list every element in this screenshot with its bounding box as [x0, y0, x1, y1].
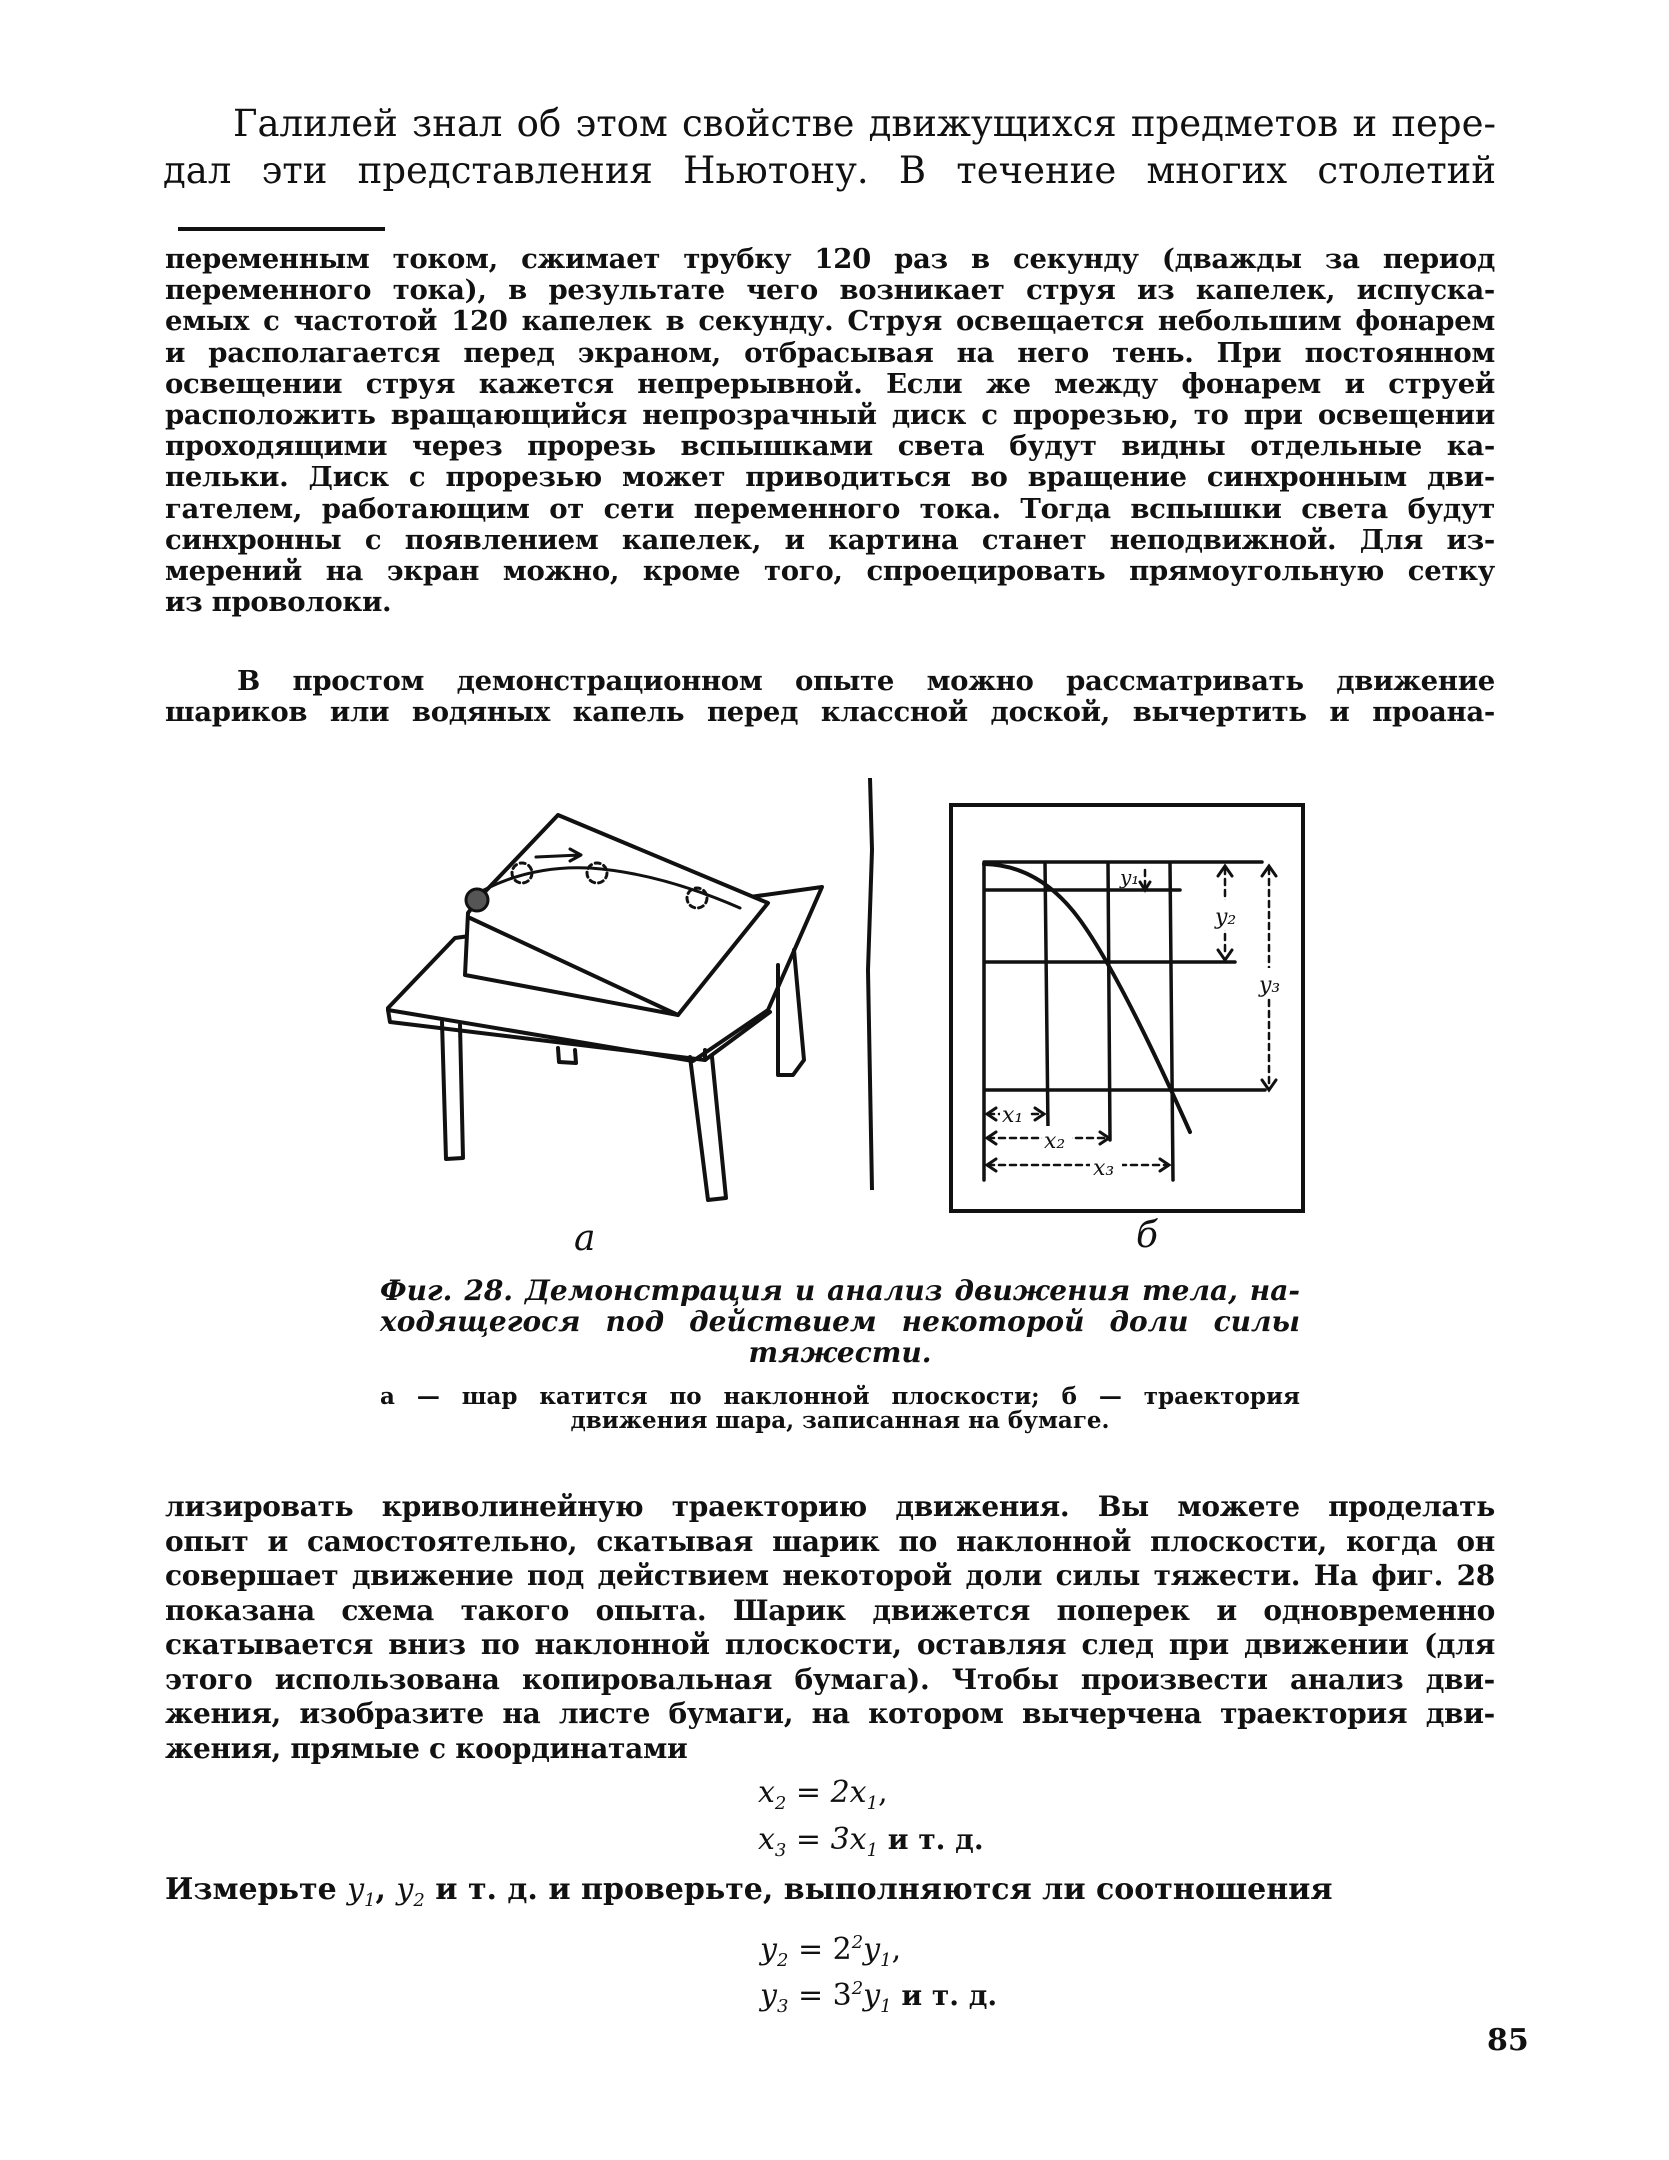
caption-line: движения шара, записанная на бумаге. — [570, 1407, 1110, 1434]
formula-tail: , — [878, 1775, 888, 1810]
formula-y3 — [760, 1978, 997, 2017]
continuation-paragraph — [165, 1490, 1495, 1766]
formula-tail: , — [891, 1932, 902, 1967]
text-line: совершает движение под действием некоторой доли силы тяжести. На фиг. 28 — [165, 1559, 1495, 1592]
figure-caption-title — [380, 1275, 1300, 1368]
text-line: дал эти представления Ньютону. В течение многих столетий — [163, 149, 1496, 192]
text-line: освещении струя кажется непрерывной. Если же между фонарем и струей — [165, 367, 1495, 400]
formula-var: x — [758, 1775, 775, 1810]
table-leg — [558, 1048, 576, 1063]
text-line: показана схема такого опыта. Шарик движется поперек и одновременно — [165, 1593, 1495, 1627]
formula-sup: 2 — [851, 1978, 864, 1999]
formula-x3 — [758, 1822, 984, 1861]
formula-sub: 1 — [866, 1840, 879, 1861]
text-line: емых с частотой 120 капелек в секунду. Струя освещается небольшим фонарем — [165, 305, 1495, 338]
text-line: гателем, работающим от сети переменного тока. Тогда вспышки света будут — [165, 492, 1495, 525]
ball — [466, 889, 488, 911]
text-line: Галилей знал об этом свойстве движущихся предметов и пере- — [233, 102, 1496, 145]
text-line: проходящими через прорезь вспышками света будут видны отдельные ка- — [165, 430, 1495, 463]
formula-sub: 2 — [774, 1793, 787, 1814]
equals-sign: = — [786, 1775, 831, 1810]
text-line: опыт и самостоятельно, скатывая шарик по наклонной плоскости, когда он — [165, 1524, 1495, 1558]
inclined-plane-illustration — [388, 815, 822, 1200]
formula-sub: 3 — [774, 1840, 787, 1861]
text-line: шариков или водяных капель перед классной доской, вычертить и проана- — [165, 696, 1495, 729]
figure-label-a: а — [574, 1218, 596, 1259]
label-x3: x₃ — [1093, 1156, 1115, 1181]
label-y3: y₃ — [1259, 973, 1281, 998]
text-line: переменным током, сжимает трубку 120 раз в секунду (дважды за период — [165, 243, 1495, 275]
formula-sub: 3 — [776, 1996, 789, 2017]
formula-tail: и т. д. — [891, 1979, 998, 2012]
page-number: 85 — [1487, 2023, 1529, 2058]
text-line: переменного тока), в результате чего возникает струя из капелек, испуска- — [165, 274, 1495, 307]
equals-sign: = — [786, 1822, 831, 1857]
footnote-paragraph-2 — [165, 666, 1495, 728]
text-line: лизировать криволинейную траекторию движения. Вы можете проделать — [165, 1490, 1495, 1523]
formula-sup: 2 — [851, 1932, 864, 1953]
text-line: синхронны с появлением капелек, и картина станет неподвижной. Для из- — [165, 523, 1495, 556]
formula-var: y — [396, 1872, 414, 1907]
formula-sub: 1 — [866, 1793, 879, 1814]
footnote-rule — [178, 227, 385, 231]
caption-line: тяжести. — [748, 1336, 932, 1369]
table-leg — [690, 1057, 726, 1200]
text-line: мерений на экран можно, кроме того, спроецировать прямоугольную сетку — [165, 555, 1495, 588]
caption-line: ходящегося под действием некоторой доли силы — [380, 1305, 1300, 1338]
formula-sub: 2 — [413, 1890, 425, 1911]
text-line: жения, прямые с координатами — [165, 1731, 688, 1765]
text-line: из проволоки. — [165, 586, 392, 619]
formula-sub: 1 — [880, 1996, 892, 2017]
table-leg — [442, 1022, 463, 1159]
measure-instruction — [165, 1872, 1333, 1911]
formula-var: y — [863, 1978, 881, 2013]
formula-tail: и т. д. — [878, 1823, 984, 1856]
caption-line: Фиг. 28. Демонстрация и анализ движения тела, на- — [380, 1274, 1300, 1307]
text-line: расположить вращающийся непрозрачный диск с прорезью, то при освещении — [165, 399, 1495, 432]
parabola-curve — [984, 864, 1190, 1132]
formula-var: 2x — [830, 1775, 867, 1810]
figure-caption-legend — [380, 1385, 1300, 1433]
text-line: скатывается вниз по наклонной плоскости, оставляя след при движении (для — [165, 1628, 1495, 1661]
caption-line: а — шар катится по наклонной плоскости; б — траектория — [380, 1383, 1300, 1410]
text-line: этого использована копировальная бумага). Чтобы произвести анализ дви- — [165, 1662, 1495, 1696]
equals-sign: = — [788, 1932, 833, 1967]
formula-var: y — [760, 1978, 777, 2013]
formula-y2 — [760, 1932, 901, 1971]
figure-divider — [868, 778, 872, 1190]
text-line: и располагается перед экраном, отбрасывая на него тень. При постоянном — [165, 336, 1495, 369]
formula-var: x — [758, 1822, 775, 1857]
equals-sign: = — [788, 1978, 833, 2013]
label-x1: x₁ — [1002, 1103, 1024, 1128]
label-x2: x₂ — [1044, 1129, 1066, 1154]
figure-28 — [360, 770, 1320, 1240]
label-y2: y₂ — [1215, 905, 1237, 930]
formula-sub: 2 — [776, 1950, 789, 1971]
formula-var: y — [863, 1932, 881, 1967]
formula-var: y — [347, 1872, 365, 1907]
footnote-paragraph-1 — [165, 244, 1495, 618]
formula-var: 3x — [830, 1822, 867, 1857]
formula-sub: 1 — [364, 1890, 376, 1911]
formula-x2 — [758, 1775, 888, 1814]
text-segment: , — [375, 1872, 397, 1907]
formula-var: y — [760, 1932, 777, 1967]
text-line: жения, изобразите на листе бумаги, на котором вычерчена траектория дви- — [165, 1697, 1495, 1730]
formula-coef: 3 — [832, 1978, 852, 2013]
top-paragraph — [163, 100, 1496, 194]
y-dimension-markers — [1145, 868, 1269, 1084]
text-line: В простом демонстрационном опыте можно рассматривать движение — [237, 665, 1495, 697]
y-arrowheads — [1140, 866, 1276, 1090]
text-segment: и т. д. и проверьте, выполняются ли соотношения — [424, 1872, 1333, 1907]
formula-sub: 1 — [880, 1950, 892, 1971]
text-line: пельки. Диск с прорезью может приводиться во вращение синхронным дви- — [165, 461, 1495, 494]
label-y1: y₁ — [1120, 865, 1140, 889]
figure-label-b: б — [1136, 1215, 1158, 1256]
text-segment: Измерьте — [165, 1872, 348, 1907]
formula-coef: 2 — [832, 1932, 852, 1967]
